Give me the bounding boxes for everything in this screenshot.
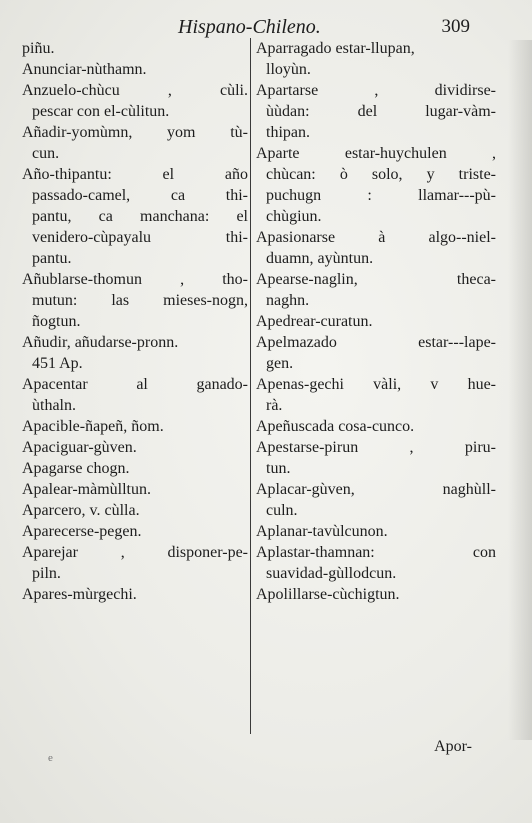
dictionary-line: gen. [266, 355, 294, 372]
left-column [22, 38, 248, 605]
dictionary-line: Aparte estar-huychulen , [256, 145, 496, 162]
dictionary-line: Apasionarse à algo--niel- [256, 229, 496, 246]
dictionary-line: Aparejar , disponer-pe- [22, 544, 248, 561]
column-divider [250, 38, 251, 734]
dictionary-line: Apearse-naglin, theca- [256, 271, 496, 288]
dictionary-line: passado-camel, ca thi- [32, 187, 248, 204]
dictionary-line: Aparragado estar-llupan, [256, 40, 415, 57]
dictionary-line: duamn, ayùntun. [266, 250, 374, 267]
dictionary-line: puchugn : llamar---pù- [266, 187, 496, 204]
dictionary-line: Anzuelo-chùcu , cùli. [22, 82, 248, 99]
dictionary-line: Apenas-gechi vàli, v hue- [256, 376, 496, 393]
dictionary-line: Apolillarse-cùchigtun. [256, 586, 400, 603]
dictionary-line: piñu. [22, 40, 55, 57]
dictionary-line: cun. [32, 145, 60, 162]
dictionary-line: Aparecerse-pegen. [22, 523, 142, 540]
dictionary-line: ùùdan: del lugar-vàm- [266, 103, 496, 120]
page-number: 309 [441, 16, 470, 37]
dictionary-line: 451 Ap. [32, 355, 83, 372]
dictionary-line: suavidad-gùllodcun. [266, 565, 397, 582]
dictionary-line: culn. [266, 502, 298, 519]
page-edge-shadow [508, 40, 532, 740]
dictionary-line: Aparcero, v. cùlla. [22, 502, 140, 519]
dictionary-line: ñogtun. [32, 313, 81, 330]
page-footer [0, 738, 532, 768]
dictionary-line: Apacible-ñapeñ, ñom. [22, 418, 164, 435]
dictionary-line: Apedrear-curatun. [256, 313, 373, 330]
dictionary-line: Aplacar-gùven, naghùll- [256, 481, 496, 498]
dictionary-line: lloyùn. [266, 61, 311, 78]
dictionary-line: mutun: las mieses-nogn, [32, 292, 248, 309]
dictionary-line: chùgiun. [266, 208, 322, 225]
catchword: Apor- [434, 738, 472, 755]
right-column [256, 38, 496, 605]
dictionary-line: tun. [266, 460, 291, 477]
dictionary-line: Aplanar-tavùlcunon. [256, 523, 388, 540]
dictionary-line: pescar con el-cùlitun. [32, 103, 170, 120]
dictionary-line: piln. [32, 565, 61, 582]
dictionary-line: Apestarse-pirun , piru- [256, 439, 496, 456]
dictionary-line: Año-thipantu: el año [22, 166, 248, 183]
dictionary-line: Apacentar al ganado- [22, 376, 248, 393]
dictionary-line: Aplastar-thamnan: con [256, 544, 496, 561]
dictionary-line: Añadir-yomùmn, yom tù- [22, 124, 248, 141]
dictionary-line: Anunciar-nùthamn. [22, 61, 147, 78]
dictionary-line: naghn. [266, 292, 310, 309]
dictionary-line: rà. [266, 397, 283, 414]
dictionary-line: Apares-mùrgechi. [22, 586, 137, 603]
dictionary-line: venidero-cùpayalu thi- [32, 229, 248, 246]
dictionary-line: pantu, ca manchana: el [32, 208, 248, 225]
dictionary-line: Apartarse , dividirse- [256, 82, 496, 99]
signature-mark: e [48, 752, 53, 764]
dictionary-line: thipan. [266, 124, 310, 141]
dictionary-line: pantu. [32, 250, 72, 267]
dictionary-line: ùthaln. [32, 397, 76, 414]
dictionary-line: Apelmazado estar---lape- [256, 334, 496, 351]
running-title: Hispano-Chileno. [178, 16, 321, 38]
running-header [170, 14, 470, 40]
dictionary-line: Apalear-màmùlltun. [22, 481, 151, 498]
dictionary-line: Apeñuscada cosa-cunco. [256, 418, 415, 435]
dictionary-line: Apaciguar-gùven. [22, 439, 137, 456]
dictionary-line: Añudir, añudarse-pronn. [22, 334, 179, 351]
dictionary-line: Apagarse chogn. [22, 460, 130, 477]
dictionary-line: chùcan: ò solo, y triste- [266, 166, 496, 183]
dictionary-line: Añublarse-thomun , tho- [22, 271, 248, 288]
